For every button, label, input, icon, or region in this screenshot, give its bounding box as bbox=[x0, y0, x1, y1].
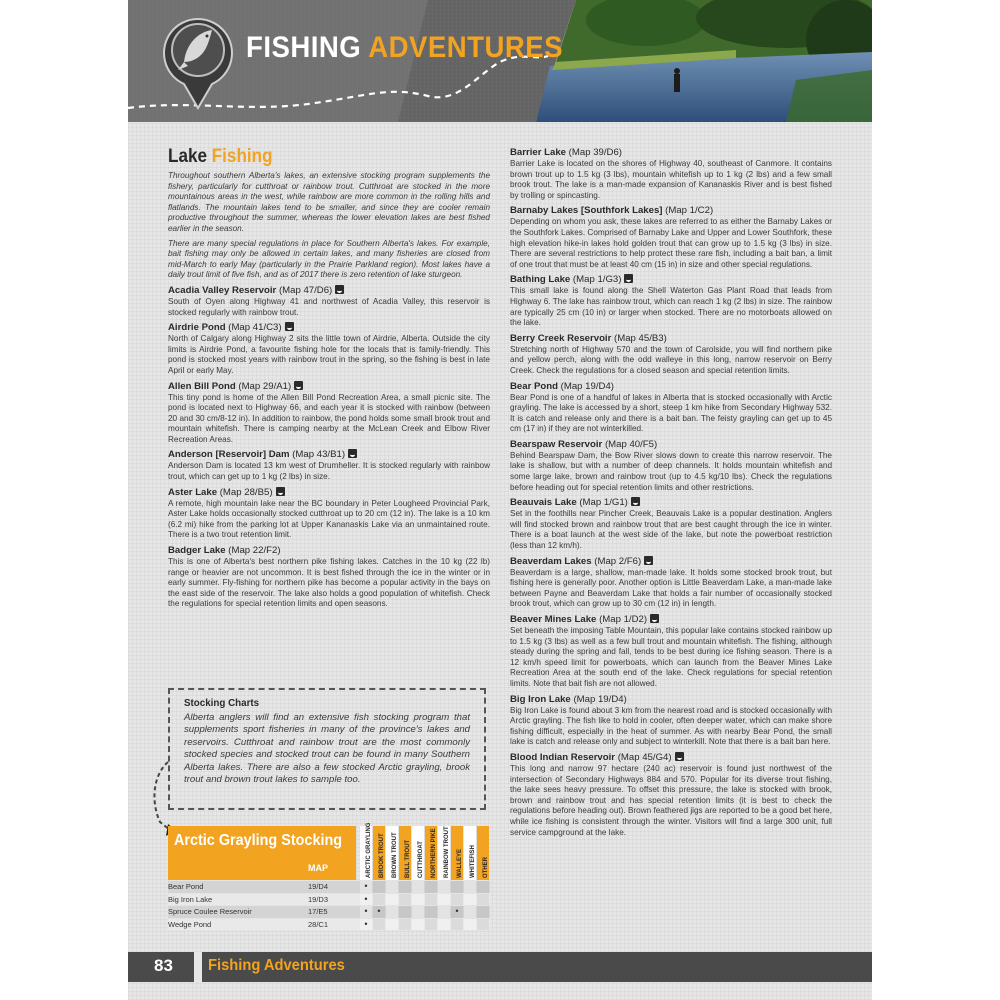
boat-launch-icon bbox=[650, 614, 659, 623]
lake-description: Stretching north of Highway 570 and the town of Carolside, you will find northern pike and yellow perch, along with the odd walleye in this long, narrow reservoir on Berry Creek. Check the regulations for a closed season and special retention limits. bbox=[510, 344, 832, 375]
table-cell bbox=[464, 919, 476, 931]
table-cell bbox=[451, 881, 463, 893]
lake-entry bbox=[168, 487, 490, 541]
table-column-label: ARCTIC GRAYLING bbox=[366, 822, 372, 878]
lake-name: Acadia Valley Reservoir bbox=[168, 284, 277, 296]
lake-name: Airdrie Pond bbox=[168, 322, 226, 334]
lake-entry-heading bbox=[168, 285, 490, 297]
table-cell bbox=[477, 894, 489, 906]
table-title: Arctic Grayling Stocking bbox=[174, 832, 343, 849]
lake-map-ref: (Map 2/F6) bbox=[594, 555, 642, 567]
table-column-label: WHITEFISH bbox=[470, 845, 476, 878]
section-title-part2: Fishing bbox=[211, 146, 273, 167]
table-map-ref: 28/C1 bbox=[308, 919, 329, 929]
lake-entry-heading bbox=[510, 147, 832, 159]
lake-map-ref: (Map 1/D2) bbox=[599, 614, 648, 625]
lake-description: North of Calgary along Highway 2 sits the little town of Airdrie, Alberta. Outside the city limits is Airdrie Pond, a favourite fishing hole for the locals that is family-friendly. This pond is stocked most years with rainbow trout in the spring, so the fishing is best in late April or early May. bbox=[168, 334, 490, 375]
table-cell bbox=[373, 894, 385, 906]
lake-description: Big Iron Lake is found about 3 km from the nearest road and is stocked occasionally with Arctic grayling. The fish like to hold in cooler, often deeper water, which can make shore fishing difficult, especially in the heat of summer. As with nearby Bear Pond, the small lake is catch and release only and subject to winterkill. Note that there is a bait ban here. bbox=[510, 705, 832, 747]
table-cell bbox=[386, 919, 398, 931]
lake-entry-heading bbox=[510, 694, 832, 706]
lake-map-ref: (Map 41/C3) bbox=[228, 322, 282, 334]
table-column-label: OTHER bbox=[483, 857, 489, 878]
stocked-dot-icon: • bbox=[360, 919, 372, 931]
boat-launch-icon bbox=[348, 449, 357, 458]
lake-name: Aster Lake bbox=[168, 486, 218, 498]
lake-entry-heading bbox=[168, 381, 490, 393]
lake-entry bbox=[510, 333, 832, 377]
lake-entry bbox=[168, 285, 490, 318]
boat-launch-icon bbox=[276, 487, 285, 496]
table-cell bbox=[477, 881, 489, 893]
table-row bbox=[168, 919, 490, 931]
boat-launch-icon bbox=[644, 556, 653, 565]
lake-map-ref: (Map 22/F2) bbox=[228, 545, 281, 557]
lake-description: Depending on whom you ask, these lakes are referred to as either the Barnaby Lakes or the Southfork Lakes. Comprised of Barnaby Lake and Upper and Lower Southfork, these high elevation hike-in lakes hold golden trout that can grow up to 1.5 kg (3 lbs) in size. There are several restrictions to help protect these rare fish, including a bait ban, a limit of one trout that must be at least 40 cm (15 in) in size and other special regulations. bbox=[510, 217, 832, 269]
lake-entry-heading bbox=[168, 545, 490, 557]
table-cell bbox=[399, 919, 411, 931]
table-column-header bbox=[373, 826, 385, 880]
table-map-label: MAP bbox=[308, 863, 328, 873]
lake-entry-heading bbox=[168, 487, 490, 499]
lake-entry bbox=[510, 205, 832, 270]
lake-description: Barrier Lake is located on the shores of Highway 40, southeast of Canmore. It contains brown trout up to 1.5 kg (3 lbs), mountain whitefish up to 1 kg (2 lbs) and a few small brook trout. The lake is a man-made expansion of Kananaskis River and is best fished by trolling or spincasting. bbox=[510, 159, 832, 200]
table-cell bbox=[399, 881, 411, 893]
lake-name: Beaver Mines Lake bbox=[510, 614, 597, 625]
page bbox=[128, 0, 872, 1000]
lake-name: Allen Bill Pond bbox=[168, 380, 236, 392]
lake-name: Bearspaw Reservoir bbox=[510, 438, 603, 450]
table-column-label: BROOK TROUT bbox=[379, 833, 385, 878]
header-title-part1: FISHING bbox=[246, 31, 362, 64]
table-cell bbox=[386, 894, 398, 906]
lake-entry bbox=[510, 752, 832, 838]
left-column bbox=[168, 146, 490, 614]
lake-description: Bear Pond is one of a handful of lakes in Alberta that is stocked occasionally with Arctic grayling. The lake is accessed by a short, steep 1 km hike from Secondary Highway 532. It is catch and release only and there is a bait ban. The feisty grayling can get up to 45 cm (17 in) if they are not winterkilled. bbox=[510, 392, 832, 434]
footer-separator bbox=[194, 952, 202, 982]
table-column-header bbox=[399, 826, 411, 880]
lake-name: Beauvais Lake bbox=[510, 497, 577, 509]
table-column-label: BROWN TROUT bbox=[392, 832, 398, 878]
table-cell bbox=[438, 881, 450, 893]
lake-entry bbox=[510, 274, 832, 328]
lake-name: Barnaby Lakes [Southfork Lakes] bbox=[510, 205, 663, 217]
table-map-ref: 17/E5 bbox=[308, 907, 328, 916]
table-column-header bbox=[477, 826, 489, 880]
table-column-header bbox=[412, 826, 424, 880]
lake-map-ref: (Map 43/B1) bbox=[292, 449, 346, 461]
lake-entry-heading bbox=[510, 497, 832, 509]
table-cell bbox=[399, 894, 411, 906]
lake-entry bbox=[510, 147, 832, 201]
lake-description: Set in the foothills near Pincher Creek, Beauvais Lake is a popular destination. Anglers will find stocked brown and rainbow trout that are best caught through the ice in winter. There is a boat launch at the west side of the lake, but note the powerboat restriction (less than 12 km/h). bbox=[510, 509, 832, 551]
table-lake-name: Big Iron Lake bbox=[168, 894, 213, 904]
lake-name: Berry Creek Reservoir bbox=[510, 332, 612, 344]
stocking-table bbox=[168, 822, 490, 932]
stocked-dot-icon: • bbox=[451, 906, 463, 918]
table-row bbox=[168, 881, 490, 893]
table-cell bbox=[386, 881, 398, 893]
table-cell bbox=[412, 906, 424, 918]
lake-map-ref: (Map 19/D4) bbox=[560, 380, 614, 392]
lake-entry-heading bbox=[510, 381, 832, 393]
boat-launch-icon bbox=[335, 285, 344, 294]
lake-entry bbox=[510, 381, 832, 435]
intro-paragraph-1: Throughout southern Alberta's lakes, an extensive stocking program supplements the fishery, particularly for cutthroat or rainbow trout. Cutthroat are stocked in the more mountainous areas in the west, while rainbow are more common in the rolling hills and flatlands. The mountain lakes tend to be smaller, and since they are cooler remain productive throughout the summer, whereas the lower elevation lakes are best fished earlier in the season. bbox=[168, 171, 490, 233]
table-column-header bbox=[360, 822, 372, 880]
lake-entry bbox=[510, 614, 832, 690]
lake-map-ref: (Map 1/G1) bbox=[579, 497, 628, 509]
table-column-label: RAINBOW TROUT bbox=[444, 826, 450, 878]
table-column-header bbox=[438, 826, 450, 880]
table-map-ref: 19/D3 bbox=[308, 894, 329, 904]
lake-map-ref: (Map 40/F5) bbox=[604, 438, 658, 450]
lake-entry bbox=[510, 694, 832, 748]
lake-description: Behind Bearspaw Dam, the Bow River slows down to create this narrow reservoir. The lake is shallow, but with a number of deep channels. It holds mountain whitefish and some large lake, brown and rainbow trout (up to 4.5 kg/10 lbs). Check the regulations before heading out for special retention limits and other restrictions. bbox=[510, 450, 832, 492]
table-cell bbox=[412, 894, 424, 906]
table-row bbox=[168, 906, 490, 918]
lake-map-ref: (Map 1/C2) bbox=[665, 205, 714, 217]
header-title-part2: ADVENTURES bbox=[368, 31, 564, 64]
table-lake-name: Bear Pond bbox=[168, 882, 204, 891]
lake-name: Anderson [Reservoir] Dam bbox=[168, 449, 290, 461]
lake-description: Set beneath the imposing Table Mountain, this popular lake contains stocked rainbow up to 1.5 kg (3 lbs) as well as a few bull trout and mountain whitefish. The fishing, although steady during the spring and fall, tends to be best during ice fishing season. There is a 12 km/h speed limit for powerboats, which can launch from the Beaver Mines Lake Recreation Area at the south end of the lake. Check regulations for special retention limits. Note that bait fish are not allowed. bbox=[510, 626, 832, 688]
lake-entry-heading bbox=[510, 439, 832, 451]
table-row bbox=[168, 894, 490, 906]
lake-map-ref: (Map 45/B3) bbox=[614, 332, 667, 344]
lake-entry-heading bbox=[510, 752, 832, 764]
boat-launch-icon bbox=[631, 497, 640, 506]
stocked-dot-icon: • bbox=[360, 894, 372, 906]
table-cell bbox=[412, 881, 424, 893]
table-cell bbox=[438, 919, 450, 931]
table-cell bbox=[438, 906, 450, 918]
lake-entry-heading bbox=[510, 333, 832, 345]
table-cell bbox=[451, 894, 463, 906]
lake-map-ref: (Map 39/D6) bbox=[568, 147, 622, 158]
table-column-label: BULL TROUT bbox=[405, 839, 411, 878]
table-map-ref: 19/D4 bbox=[308, 882, 329, 891]
lake-entry-heading bbox=[510, 274, 832, 286]
footer-title: Fishing Adventures bbox=[208, 957, 345, 974]
lake-name: Blood Indian Reservoir bbox=[510, 751, 616, 763]
table-cell bbox=[425, 919, 437, 931]
right-entries bbox=[510, 147, 832, 838]
table-cell bbox=[464, 894, 476, 906]
lake-entry bbox=[168, 449, 490, 482]
table-lake-name: Spruce Coulee Reservoir bbox=[168, 907, 252, 916]
lake-description: This is one of Alberta's best northern pike fishing lakes. Catches in the 10 kg (22 lb) range or heavier are not uncommon. It is best fished through the ice in the winter or in early summer. Fly-fishing for northern pike has become a popular activity in the bays on the east side of the reservoir. The lake also holds a good population of whitefish. Check the regulations for special retention limits and open seasons. bbox=[168, 557, 490, 609]
table-column-header bbox=[386, 826, 398, 880]
section-title bbox=[168, 146, 458, 168]
left-entries bbox=[168, 285, 490, 610]
lake-map-ref: (Map 19/D4) bbox=[573, 693, 627, 705]
lake-entry-heading bbox=[510, 556, 832, 568]
boat-launch-icon bbox=[294, 381, 303, 390]
table-cell bbox=[425, 894, 437, 906]
header-title bbox=[246, 31, 563, 65]
table-column-label: CUTTHROAT bbox=[418, 841, 424, 878]
table-lake-name: Wedge Pond bbox=[168, 919, 212, 929]
page-number: 83 bbox=[154, 956, 173, 975]
table-cell bbox=[373, 919, 385, 931]
header-banner bbox=[128, 0, 872, 122]
lake-entry bbox=[510, 439, 832, 493]
stocking-charts-callout bbox=[168, 688, 486, 810]
lake-entry-heading bbox=[168, 322, 490, 334]
table-column-header bbox=[464, 826, 476, 880]
lake-description: Beaverdam is a large, shallow, man-made lake. It holds some stocked brook trout, but fishing here is generally poor. Another option is Little Beaverdam Lake, a man-made lake between Payne and Beaverdam Lake that holds a fair number of occasionally stocked brook trout, which can grow up to 30 cm (12 in) in length. bbox=[510, 567, 832, 609]
header-photo bbox=[536, 0, 872, 122]
lake-name: Bear Pond bbox=[510, 380, 558, 392]
table-header bbox=[168, 826, 356, 880]
table-cell bbox=[464, 881, 476, 893]
table-cell bbox=[464, 906, 476, 918]
table-cell bbox=[425, 906, 437, 918]
lake-name: Big Iron Lake bbox=[510, 693, 571, 705]
lake-description: A remote, high mountain lake near the BC boundary in Peter Lougheed Provincial Park, Aster Lake holds occasionally stocked cutthroat up to 20 cm (12 in). The lake is a 10 km (6.2 mi) hike from the parking lot at Upper Kananaskis Lake via an unmaintained route. There is a two trout retention limit. bbox=[168, 498, 490, 540]
footer-bar bbox=[128, 952, 872, 982]
lake-entry bbox=[510, 497, 832, 551]
lake-entry bbox=[168, 322, 490, 376]
table-column-header bbox=[451, 826, 463, 880]
lake-entry-heading bbox=[510, 205, 832, 217]
lake-description: This long and narrow 97 hectare (240 ac) reservoir is found just northwest of the intersection of Secondary Highways 884 and 570. Popular for its diverse trout fishing, the lake sees heavy pressure. To offset this pressure, the lake is stocked with brook, brown and rainbow trout and has special retention limits (it is best to check the regulations before heading out). Brown feathered jigs are reported to be a good bet here, while ice fishing is consistent through the winter. Visitors will find a large 300 unit, full service campground at the lake. bbox=[510, 763, 832, 837]
table-cell bbox=[477, 906, 489, 918]
lake-map-ref: (Map 45/G4) bbox=[617, 751, 672, 763]
lake-entry bbox=[510, 556, 832, 610]
table-column-label: NORTHERN PIKE bbox=[431, 828, 437, 878]
table-cell bbox=[451, 919, 463, 931]
lake-map-ref: (Map 1/G3) bbox=[572, 274, 622, 286]
fish-icon bbox=[162, 14, 234, 110]
lake-description: This small lake is found along the Shell Waterton Gas Plant Road that leads from Highway 6. The lake has rainbow trout, which can reach 1 kg (2 lbs) in size. The rainbow are typically 25 cm (10 in) or larger when stocked. There are no motorboats allowed on the lake. bbox=[510, 286, 832, 328]
lake-map-ref: (Map 47/D6) bbox=[278, 284, 333, 296]
table-column-label: WALLEYE bbox=[457, 848, 463, 878]
lake-name: Beaverdam Lakes bbox=[510, 555, 592, 567]
section-title-part1: Lake bbox=[168, 146, 207, 167]
boat-launch-icon bbox=[675, 752, 684, 761]
intro-paragraph-2: There are many special regulations in place for Southern Alberta's lakes. For example, bait fishing may only be allowed in certain lakes, and many fisheries are closed from mid-March to early May (particularly in the Prairie Parkland region). Most lakes have a daily trout limit of five fish, and as of 2017 there is zero retention of lake sturgeon. bbox=[168, 238, 490, 280]
stocked-dot-icon: • bbox=[360, 881, 372, 893]
lake-description: This tiny pond is home of the Allen Bill Pond Recreation Area, a small picnic site. The pond is located next to Highway 66, and each year it is stocked with rainbow (between 20 and 30 cm/8-12 in). In addition to rainbow, the pond holds some small brook trout and mountain whitefish. There is camping nearby at the McLean Creek and Elbow River Recreation Areas. bbox=[168, 392, 490, 444]
table-cell bbox=[399, 906, 411, 918]
boat-launch-icon bbox=[285, 322, 294, 331]
callout-body: Alberta anglers will find an extensive fish stocking program that supplements sport fisheries in many of the province's lakes and reservoirs. Cutthroat and rainbow trout are the most commonly stocked species and stocked trout can be found in many Southern Alberta lakes. There are also a few stocked Arctic grayling, brook trout and brown trout lakes to sample too. bbox=[184, 712, 470, 786]
lake-entry bbox=[168, 545, 490, 610]
table-cell bbox=[477, 919, 489, 931]
table-cell bbox=[386, 906, 398, 918]
boat-launch-icon bbox=[624, 274, 633, 283]
lake-description: South of Oyen along Highway 41 and northwest of Acadia Valley, this reservoir is stocked regularly with rainbow trout. bbox=[168, 296, 490, 317]
lake-entry bbox=[168, 381, 490, 446]
lake-name: Bathing Lake bbox=[510, 274, 571, 286]
table-cell bbox=[425, 881, 437, 893]
lake-entry-heading bbox=[510, 614, 832, 626]
lake-description: Anderson Dam is located 13 km west of Drumheller. It is stocked regularly with rainbow trout, which can get up to 1 kg (2 lbs) in size. bbox=[168, 461, 490, 482]
stocked-dot-icon: • bbox=[373, 906, 385, 918]
table-cell bbox=[438, 894, 450, 906]
table-column-header bbox=[425, 826, 437, 880]
lake-map-ref: (Map 29/A1) bbox=[238, 380, 292, 392]
lake-map-ref: (Map 28/B5) bbox=[219, 486, 273, 498]
callout-title: Stocking Charts bbox=[184, 698, 260, 709]
stocked-dot-icon: • bbox=[360, 906, 372, 918]
right-column bbox=[510, 147, 832, 842]
table-cell bbox=[412, 919, 424, 931]
table-cell bbox=[373, 881, 385, 893]
lake-name: Barrier Lake bbox=[510, 147, 566, 158]
lake-entry-heading bbox=[168, 449, 490, 461]
lake-name: Badger Lake bbox=[168, 545, 226, 557]
